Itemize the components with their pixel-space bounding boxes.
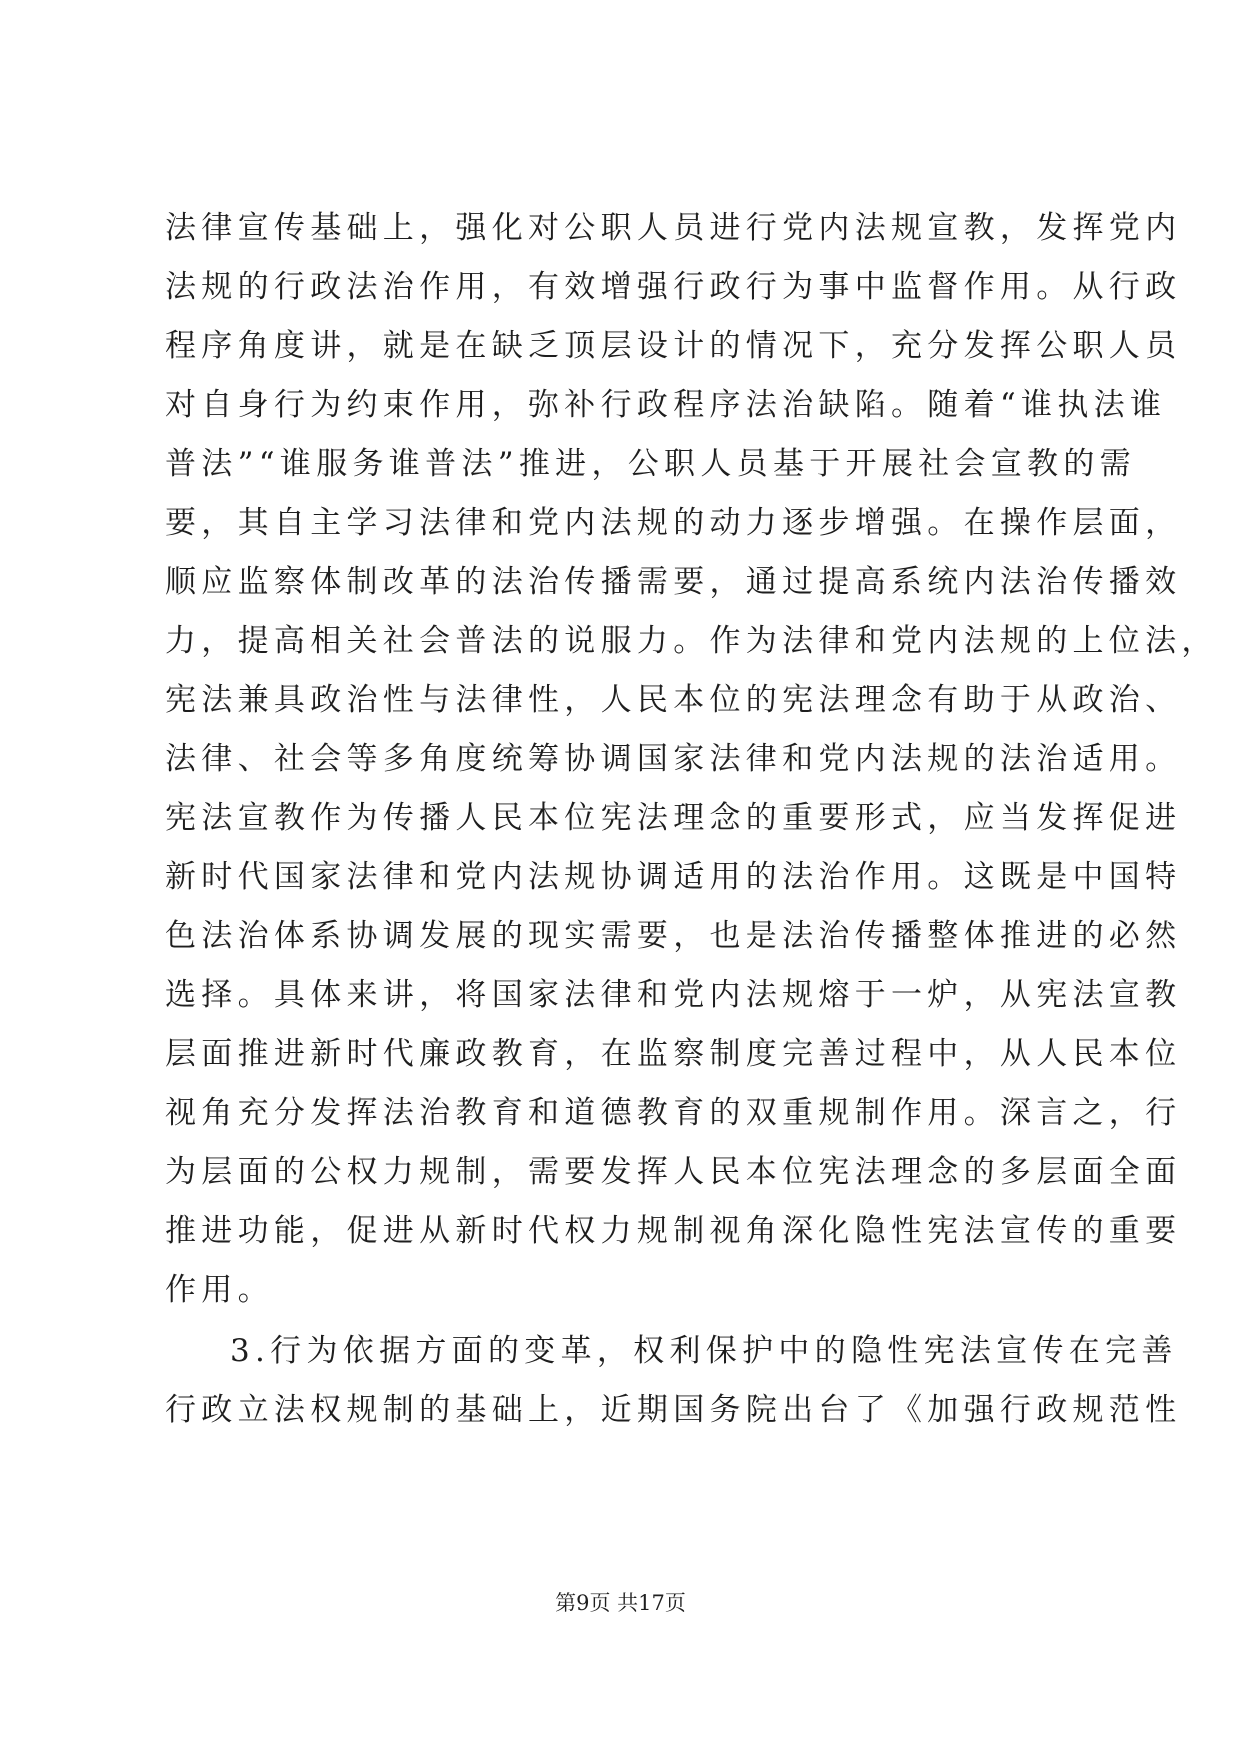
text-line-20: 3.行为依据方面的变革，权利保护中的隐性宪法宣传在完善 — [230, 1333, 1178, 1369]
text-line-12: 新时代国家法律和党内法规协调适用的法治作用。这既是中国特 — [165, 859, 1182, 895]
text-line-19: 作用。 — [165, 1272, 274, 1308]
text-line-2: 法规的行政法治作用，有效增强行政行为事中监督作用。从行政 — [165, 269, 1182, 305]
text-line-8: 力，提高相关社会普法的说服力。作为法律和党内法规的上位法， — [165, 623, 1218, 659]
text-line-10: 法律、社会等多角度统筹协调国家法律和党内法规的法治适用。 — [165, 741, 1182, 777]
text-line-13: 色法治体系协调发展的现实需要，也是法治传播整体推进的必然 — [165, 918, 1182, 954]
page-footer: 第9页 共17页 — [555, 1591, 686, 1615]
text-line-21: 行政立法权规制的基础上，近期国务院出台了《加强行政规范性 — [165, 1392, 1182, 1428]
text-line-15: 层面推进新时代廉政教育，在监察制度完善过程中，从人民本位 — [165, 1036, 1182, 1072]
text-line-17: 为层面的公权力规制，需要发挥人民本位宪法理念的多层面全面 — [165, 1154, 1182, 1190]
text-line-11: 宪法宣教作为传播人民本位宪法理念的重要形式，应当发挥促进 — [165, 800, 1182, 836]
text-line-4: 对自身行为约束作用，弥补行政程序法治缺陷。随着“谁执法谁 — [165, 387, 1167, 423]
text-line-5: 普法”“谁服务谁普法”推进，公职人员基于开展社会宣教的需 — [165, 446, 1136, 482]
text-line-3: 程序角度讲，就是在缺乏顶层设计的情况下，充分发挥公职人员 — [165, 328, 1182, 364]
text-line-6: 要，其自主学习法律和党内法规的动力逐步增强。在操作层面， — [165, 505, 1182, 541]
text-line-9: 宪法兼具政治性与法律性，人民本位的宪法理念有助于从政治、 — [165, 682, 1182, 718]
text-line-18: 推进功能，促进从新时代权力规制视角深化隐性宪法宣传的重要 — [165, 1213, 1182, 1249]
text-line-1: 法律宣传基础上，强化对公职人员进行党内法规宣教，发挥党内 — [165, 210, 1182, 246]
text-line-16: 视角充分发挥法治教育和道德教育的双重规制作用。深言之，行 — [165, 1095, 1182, 1131]
text-line-7: 顺应监察体制改革的法治传播需要，通过提高系统内法治传播效 — [165, 564, 1182, 600]
text-line-14: 选择。具体来讲，将国家法律和党内法规熔于一炉，从宪法宣教 — [165, 977, 1182, 1013]
